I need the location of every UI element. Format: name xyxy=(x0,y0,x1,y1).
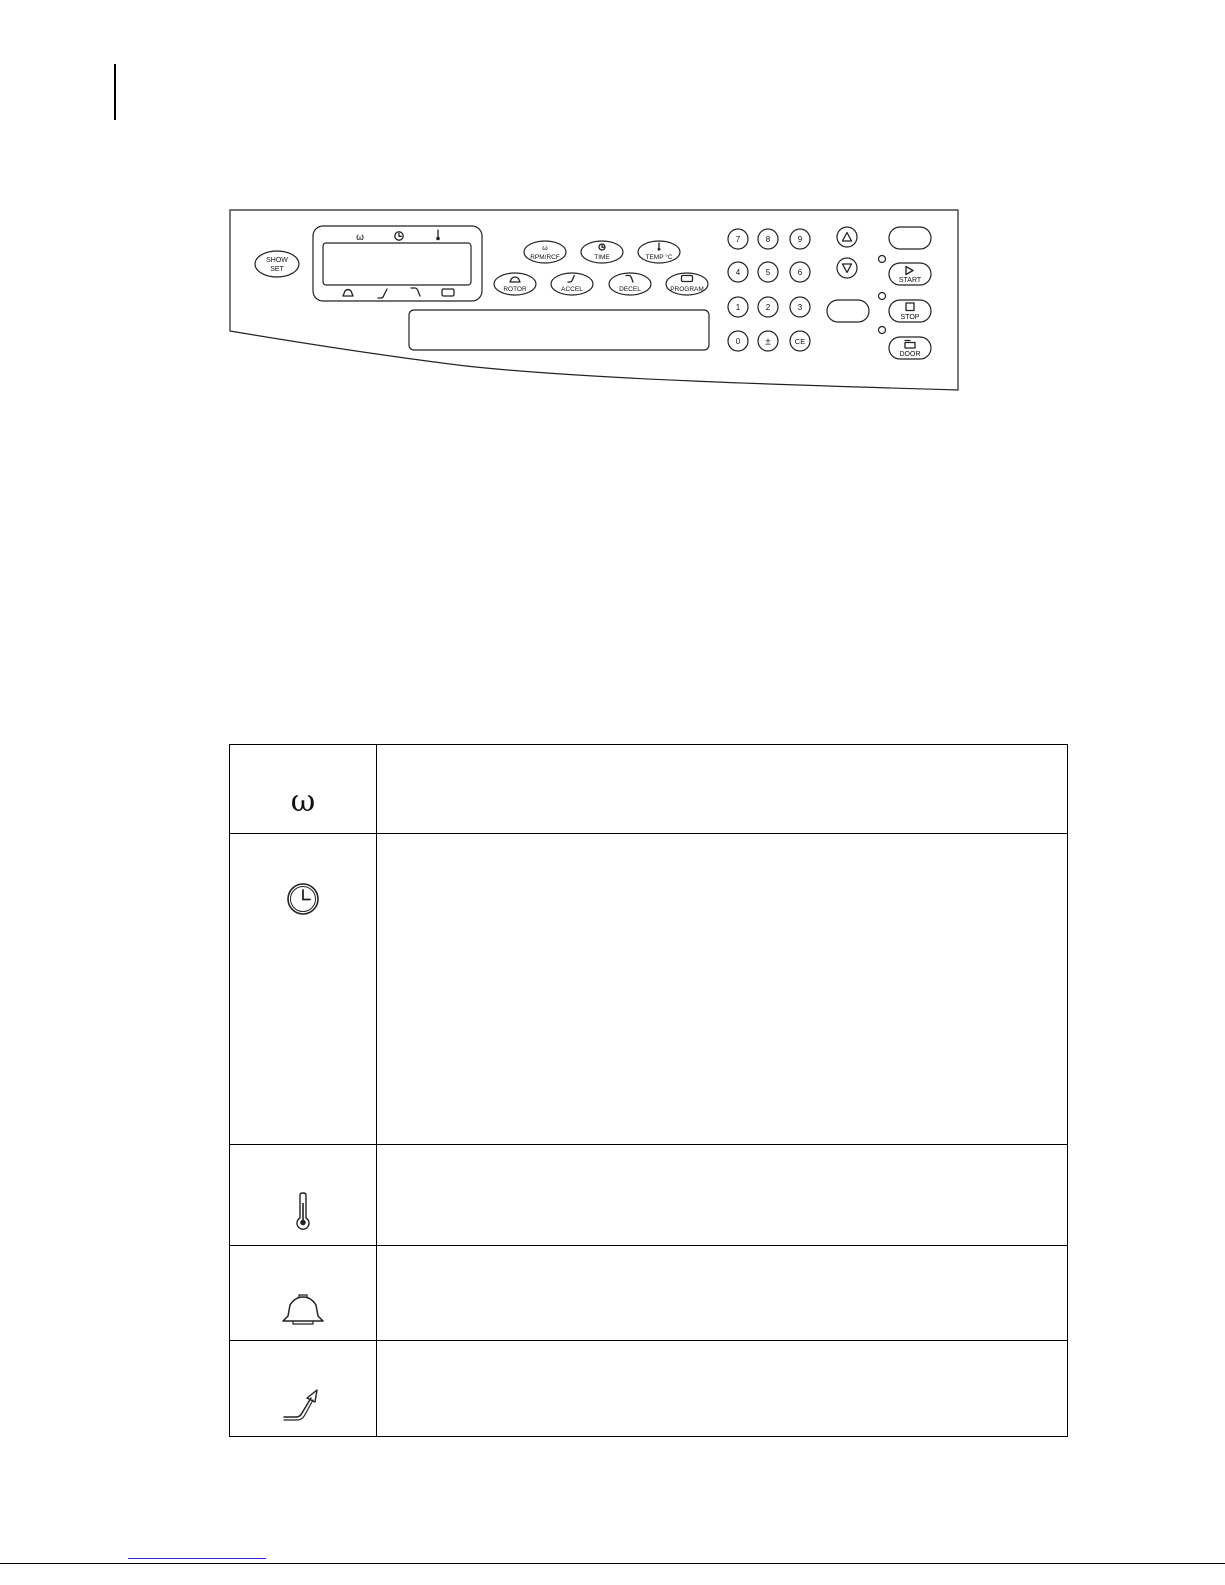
show-set-button[interactable] xyxy=(255,251,299,277)
key-3[interactable] xyxy=(790,297,810,317)
display-thermometer-icon xyxy=(436,230,440,240)
table-row xyxy=(230,1246,1068,1341)
icon-cell xyxy=(230,745,377,834)
key-ce[interactable] xyxy=(790,331,810,351)
message-display xyxy=(409,310,709,350)
stop-button[interactable] xyxy=(889,300,931,322)
temp-button[interactable] xyxy=(638,241,680,263)
keypad xyxy=(728,229,810,351)
svg-text:3: 3 xyxy=(797,303,803,312)
display-program-icon xyxy=(442,289,454,296)
icon-cell xyxy=(230,1145,377,1246)
enter-button[interactable] xyxy=(827,300,869,322)
start-button[interactable] xyxy=(889,263,931,285)
accel-button[interactable] xyxy=(551,273,593,295)
down-arrow-button[interactable] xyxy=(837,258,857,278)
svg-text:0: 0 xyxy=(735,337,741,346)
svg-text:2: 2 xyxy=(765,303,771,312)
key-8[interactable] xyxy=(758,229,778,249)
key-5[interactable] xyxy=(758,262,778,282)
svg-text:STOP: STOP xyxy=(900,314,920,321)
svg-text:DOOR: DOOR xyxy=(899,351,921,358)
svg-text:ACCEL: ACCEL xyxy=(561,286,583,293)
stop-led xyxy=(879,293,886,300)
key-1[interactable] xyxy=(728,297,748,317)
key-4[interactable] xyxy=(728,262,748,282)
description-cell xyxy=(377,834,1068,1145)
svg-text:TIME: TIME xyxy=(594,254,610,261)
key-0[interactable] xyxy=(728,331,748,351)
svg-text:5: 5 xyxy=(765,268,771,277)
svg-text:RPM/RCF: RPM/RCF xyxy=(530,254,560,261)
accel-curve-icon xyxy=(281,1386,325,1422)
icon-cell xyxy=(230,1246,377,1341)
svg-text:6: 6 xyxy=(797,268,803,277)
svg-text:ω: ω xyxy=(542,245,548,252)
svg-text:1: 1 xyxy=(735,303,741,312)
time-button[interactable] xyxy=(581,241,623,263)
key-plus-minus[interactable] xyxy=(758,331,778,351)
svg-text:9: 9 xyxy=(797,235,803,244)
rotor-button[interactable] xyxy=(494,273,536,295)
svg-text:4: 4 xyxy=(735,268,741,277)
door-button[interactable] xyxy=(889,337,931,359)
icon-cell xyxy=(230,1341,377,1437)
svg-text:SHOW: SHOW xyxy=(266,257,288,264)
thermometer-icon xyxy=(293,1191,313,1231)
description-cell xyxy=(377,1341,1068,1437)
svg-text:TEMP °C: TEMP °C xyxy=(645,254,673,261)
display-accel-icon xyxy=(378,289,387,298)
clock-icon xyxy=(285,881,321,917)
icon-cell xyxy=(230,834,377,1145)
svg-text:±: ± xyxy=(765,336,771,348)
svg-text:SET: SET xyxy=(270,266,284,273)
display-decel-icon xyxy=(411,288,420,296)
change-bar xyxy=(114,64,116,120)
key-9[interactable] xyxy=(790,229,810,249)
rotor-icon xyxy=(279,1292,327,1326)
display-omega-icon: ω xyxy=(356,232,364,243)
display-clock-icon xyxy=(395,232,403,240)
table-row xyxy=(230,1341,1068,1437)
up-arrow-button[interactable] xyxy=(837,227,857,247)
footer-rule xyxy=(0,1563,1225,1564)
display-rotor-icon xyxy=(343,290,353,297)
icon-description-table xyxy=(229,744,1068,1437)
display-housing xyxy=(313,226,482,301)
start-led xyxy=(879,256,886,263)
lcd-screen xyxy=(323,243,471,285)
table-row xyxy=(230,745,1068,834)
svg-text:CE: CE xyxy=(794,337,806,346)
rpm-rcf-button[interactable] xyxy=(524,241,566,263)
svg-text:ROTOR: ROTOR xyxy=(503,286,527,293)
svg-text:7: 7 xyxy=(735,235,741,244)
svg-text:PROGRAM: PROGRAM xyxy=(670,286,704,293)
svg-text:8: 8 xyxy=(765,235,771,244)
description-cell xyxy=(377,1246,1068,1341)
program-button[interactable] xyxy=(666,273,708,295)
decel-button[interactable] xyxy=(609,273,651,295)
blank-button[interactable] xyxy=(889,227,931,249)
control-panel-drawing xyxy=(226,207,962,393)
svg-text:DECEL: DECEL xyxy=(619,286,641,293)
door-led xyxy=(879,327,886,334)
table-row xyxy=(230,834,1068,1145)
description-cell xyxy=(377,745,1068,834)
key-2[interactable] xyxy=(758,297,778,317)
key-7[interactable] xyxy=(728,229,748,249)
omega-icon: ω xyxy=(290,784,316,819)
key-6[interactable] xyxy=(790,262,810,282)
table-row xyxy=(230,1145,1068,1246)
description-cell xyxy=(377,1145,1068,1246)
footer-link-underline xyxy=(128,1558,266,1559)
svg-text:START: START xyxy=(898,277,922,284)
